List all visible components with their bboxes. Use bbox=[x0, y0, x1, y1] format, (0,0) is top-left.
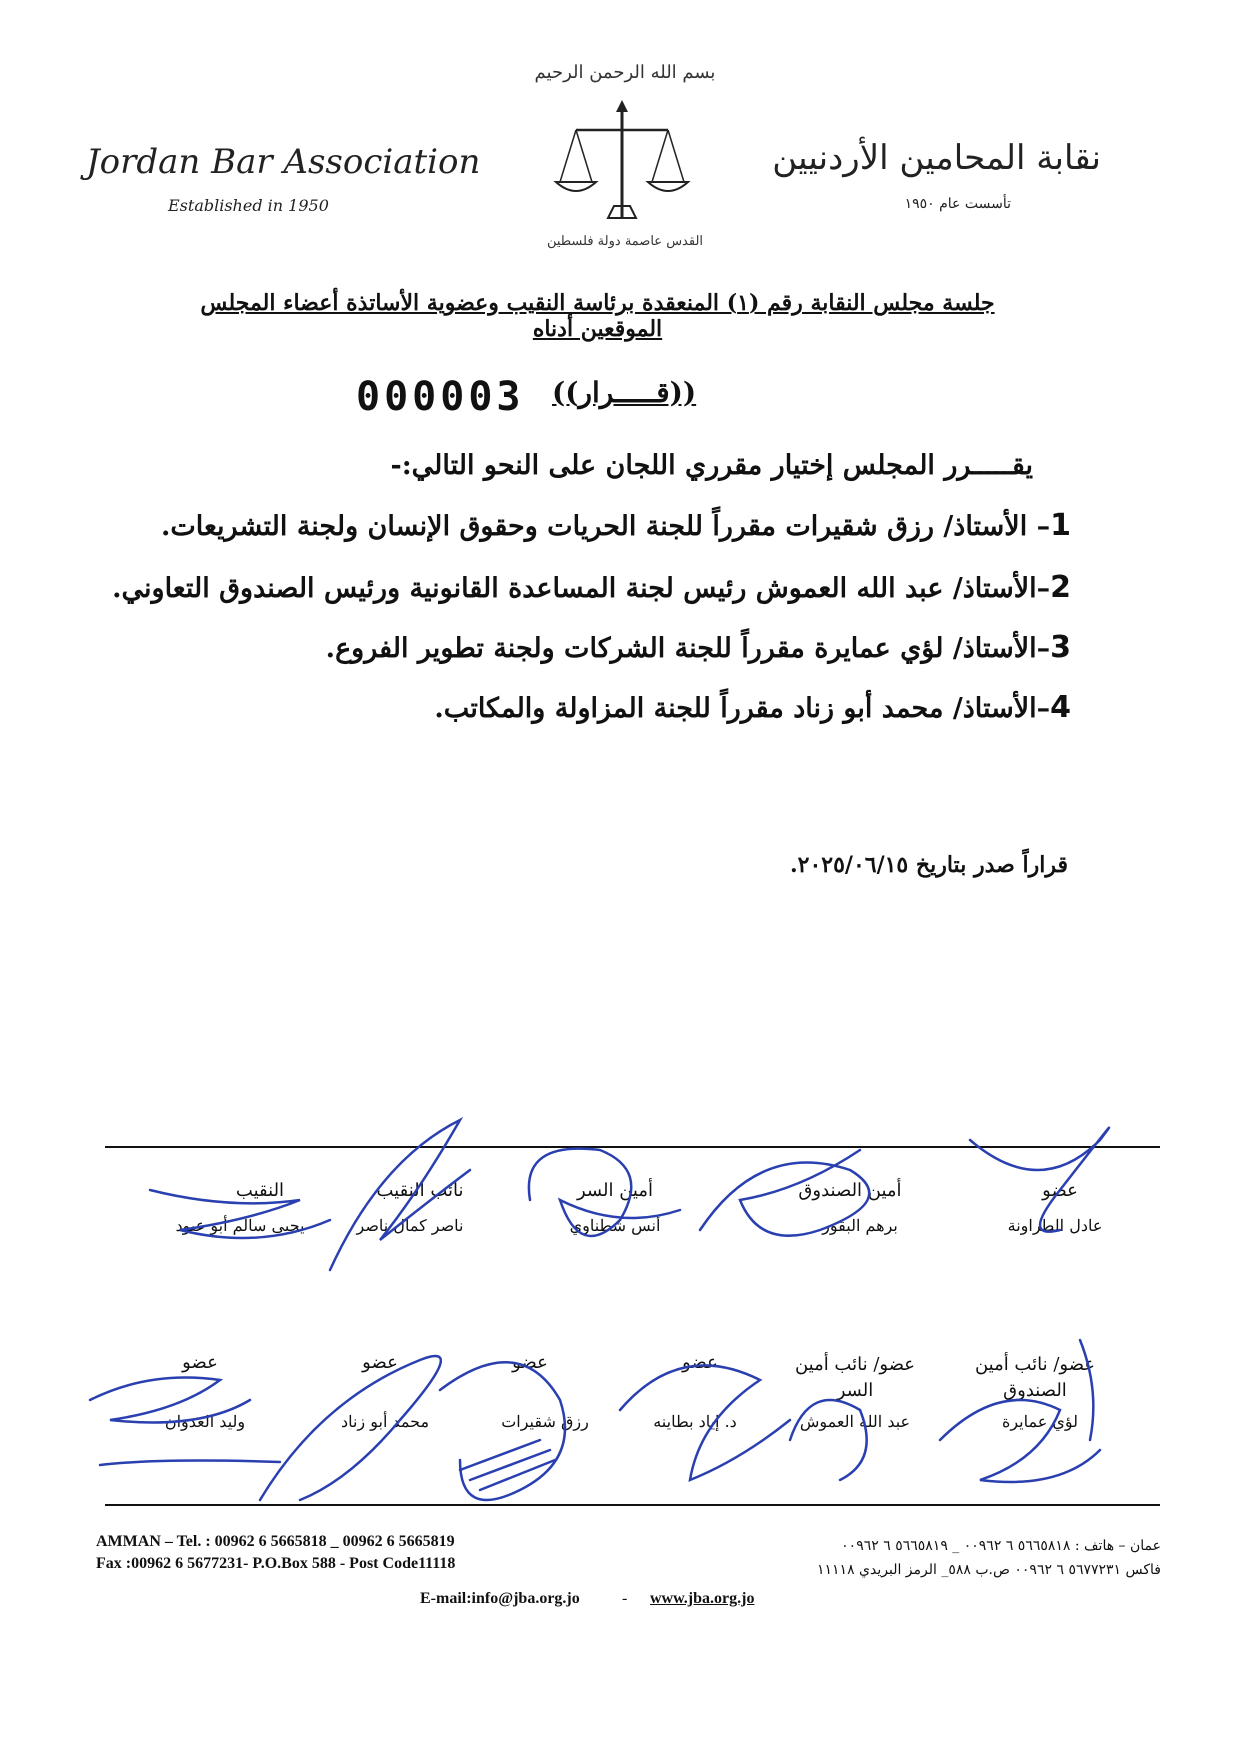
signature-role: النقيب bbox=[235, 1180, 285, 1201]
signatory-name: أنس شطناوي bbox=[569, 1216, 661, 1235]
signature-role: عضو bbox=[1042, 1180, 1078, 1201]
session-title: جلسة مجلس النقابة رقم (١) المنعقدة برئاسة النقيب وعضوية الأساتذة أعضاء المجلس الموقعين أدناه bbox=[200, 290, 995, 342]
scales-of-justice-logo bbox=[542, 100, 702, 230]
signatory-name: ناصر كمال ناصر bbox=[356, 1216, 464, 1235]
signature-role: أمين السر bbox=[577, 1180, 653, 1201]
item-number: 2 bbox=[1050, 570, 1071, 605]
item-number: 4 bbox=[1050, 690, 1071, 725]
footer-english-contact bbox=[96, 1531, 455, 1575]
signatory-name: عبد الله العموش bbox=[799, 1412, 911, 1431]
signatory-name: عادل الطراونة bbox=[1007, 1216, 1103, 1235]
issue-date-line: قراراً صدر بتاريخ ٢٠٢٥/٠٦/١٥. bbox=[789, 852, 1068, 878]
arabic-established-line: تأسست عام ١٩٥٠ bbox=[904, 196, 1011, 212]
decision-item bbox=[112, 570, 1071, 605]
footer-arabic-fax-line: فاكس ٥٦٧٧٢٣١ ٦ ٠٠٩٦٢ ص.ب ٥٨٨_ الرمز البريدي ١١١١٨ bbox=[816, 1562, 1161, 1578]
decision-item bbox=[161, 508, 1071, 543]
item-number: 3 bbox=[1050, 630, 1071, 665]
english-association-name: Jordan Bar Association bbox=[86, 142, 481, 182]
signature-role: عضو bbox=[682, 1352, 718, 1373]
signatory-name: يحيى سالم أبو عبود bbox=[175, 1216, 305, 1235]
signature-role: أمين الصندوق bbox=[798, 1180, 902, 1201]
quds-caption: القدس عاصمة دولة فلسطين bbox=[546, 234, 704, 249]
signature-role: عضو/ نائب أمين الصندوق bbox=[974, 1354, 1096, 1401]
footer-rule bbox=[105, 1504, 1160, 1506]
handwritten-signatures bbox=[0, 1080, 1241, 1540]
footer-website-link[interactable]: www.jba.org.jo bbox=[650, 1590, 755, 1607]
footer-phone-line: AMMAN – Tel. : 00962 6 5665818 _ 00962 6 5665819 bbox=[96, 1533, 455, 1550]
signatory-name: برهم البقور bbox=[822, 1216, 898, 1235]
arabic-association-name: نقابة المحامين الأردنيين bbox=[772, 138, 1101, 178]
signature-role: نائب النقيب bbox=[376, 1180, 464, 1201]
signature-role: عضو bbox=[362, 1352, 398, 1373]
item-text: –الأستاذ/ محمد أبو زناد مقرراً للجنة المزاولة والمكاتب. bbox=[434, 693, 1051, 724]
signature-role: عضو bbox=[182, 1352, 218, 1373]
signatory-name: وليد العدوان bbox=[164, 1412, 246, 1431]
footer-fax-line: Fax :00962 6 5677231- P.O.Box 588 - Post Code11118 bbox=[96, 1555, 456, 1572]
signatory-name: د. إياد بطاينه bbox=[653, 1412, 737, 1431]
signature-role: عضو/ نائب أمين السر bbox=[794, 1354, 916, 1401]
item-text: –الأستاذ/ لؤي عمايرة مقرراً للجنة الشركات ولجنة تطوير الفروع. bbox=[325, 633, 1051, 664]
signature-role: عضو bbox=[512, 1352, 548, 1373]
footer-arabic-phone-line: عمان – هاتف : ٥٦٦٥٨١٨ ٦ ٠٠٩٦٢ _ ٥٦٦٥٨١٩ ٦ ٠٠٩٦٢ bbox=[841, 1538, 1161, 1554]
english-established-line: Established in 1950 bbox=[168, 196, 329, 215]
item-number: 1 bbox=[1050, 508, 1071, 543]
decision-item bbox=[434, 690, 1071, 725]
basmala: بسم الله الرحمن الرحيم bbox=[534, 62, 716, 83]
footer-separator: - bbox=[622, 1590, 628, 1607]
signatory-name: رزق شقيرات bbox=[501, 1412, 589, 1431]
decision-intro: يقـــــرر المجلس إختيار مقرري اللجان على النحو التالي:- bbox=[390, 450, 1033, 481]
item-text: – الأستاذ/ رزق شقيرات مقرراً للجنة الحريات وحقوق الإنسان ولجنة التشريعات. bbox=[160, 511, 1051, 542]
decision-number: 000003 bbox=[356, 374, 525, 420]
signatory-name: محمد أبو زناد bbox=[340, 1412, 430, 1431]
footer-arabic-contact bbox=[817, 1534, 1161, 1582]
footer-email[interactable]: E-mail:info@jba.org.jo bbox=[420, 1590, 580, 1607]
signatory-name: لؤي عمايرة bbox=[1001, 1412, 1079, 1431]
item-text: –الأستاذ/ عبد الله العموش رئيس لجنة المساعدة القانونية ورئيس الصندوق التعاوني. bbox=[112, 573, 1051, 604]
decision-label: ((قـــــرار)) bbox=[552, 376, 697, 409]
decision-item bbox=[326, 630, 1071, 665]
